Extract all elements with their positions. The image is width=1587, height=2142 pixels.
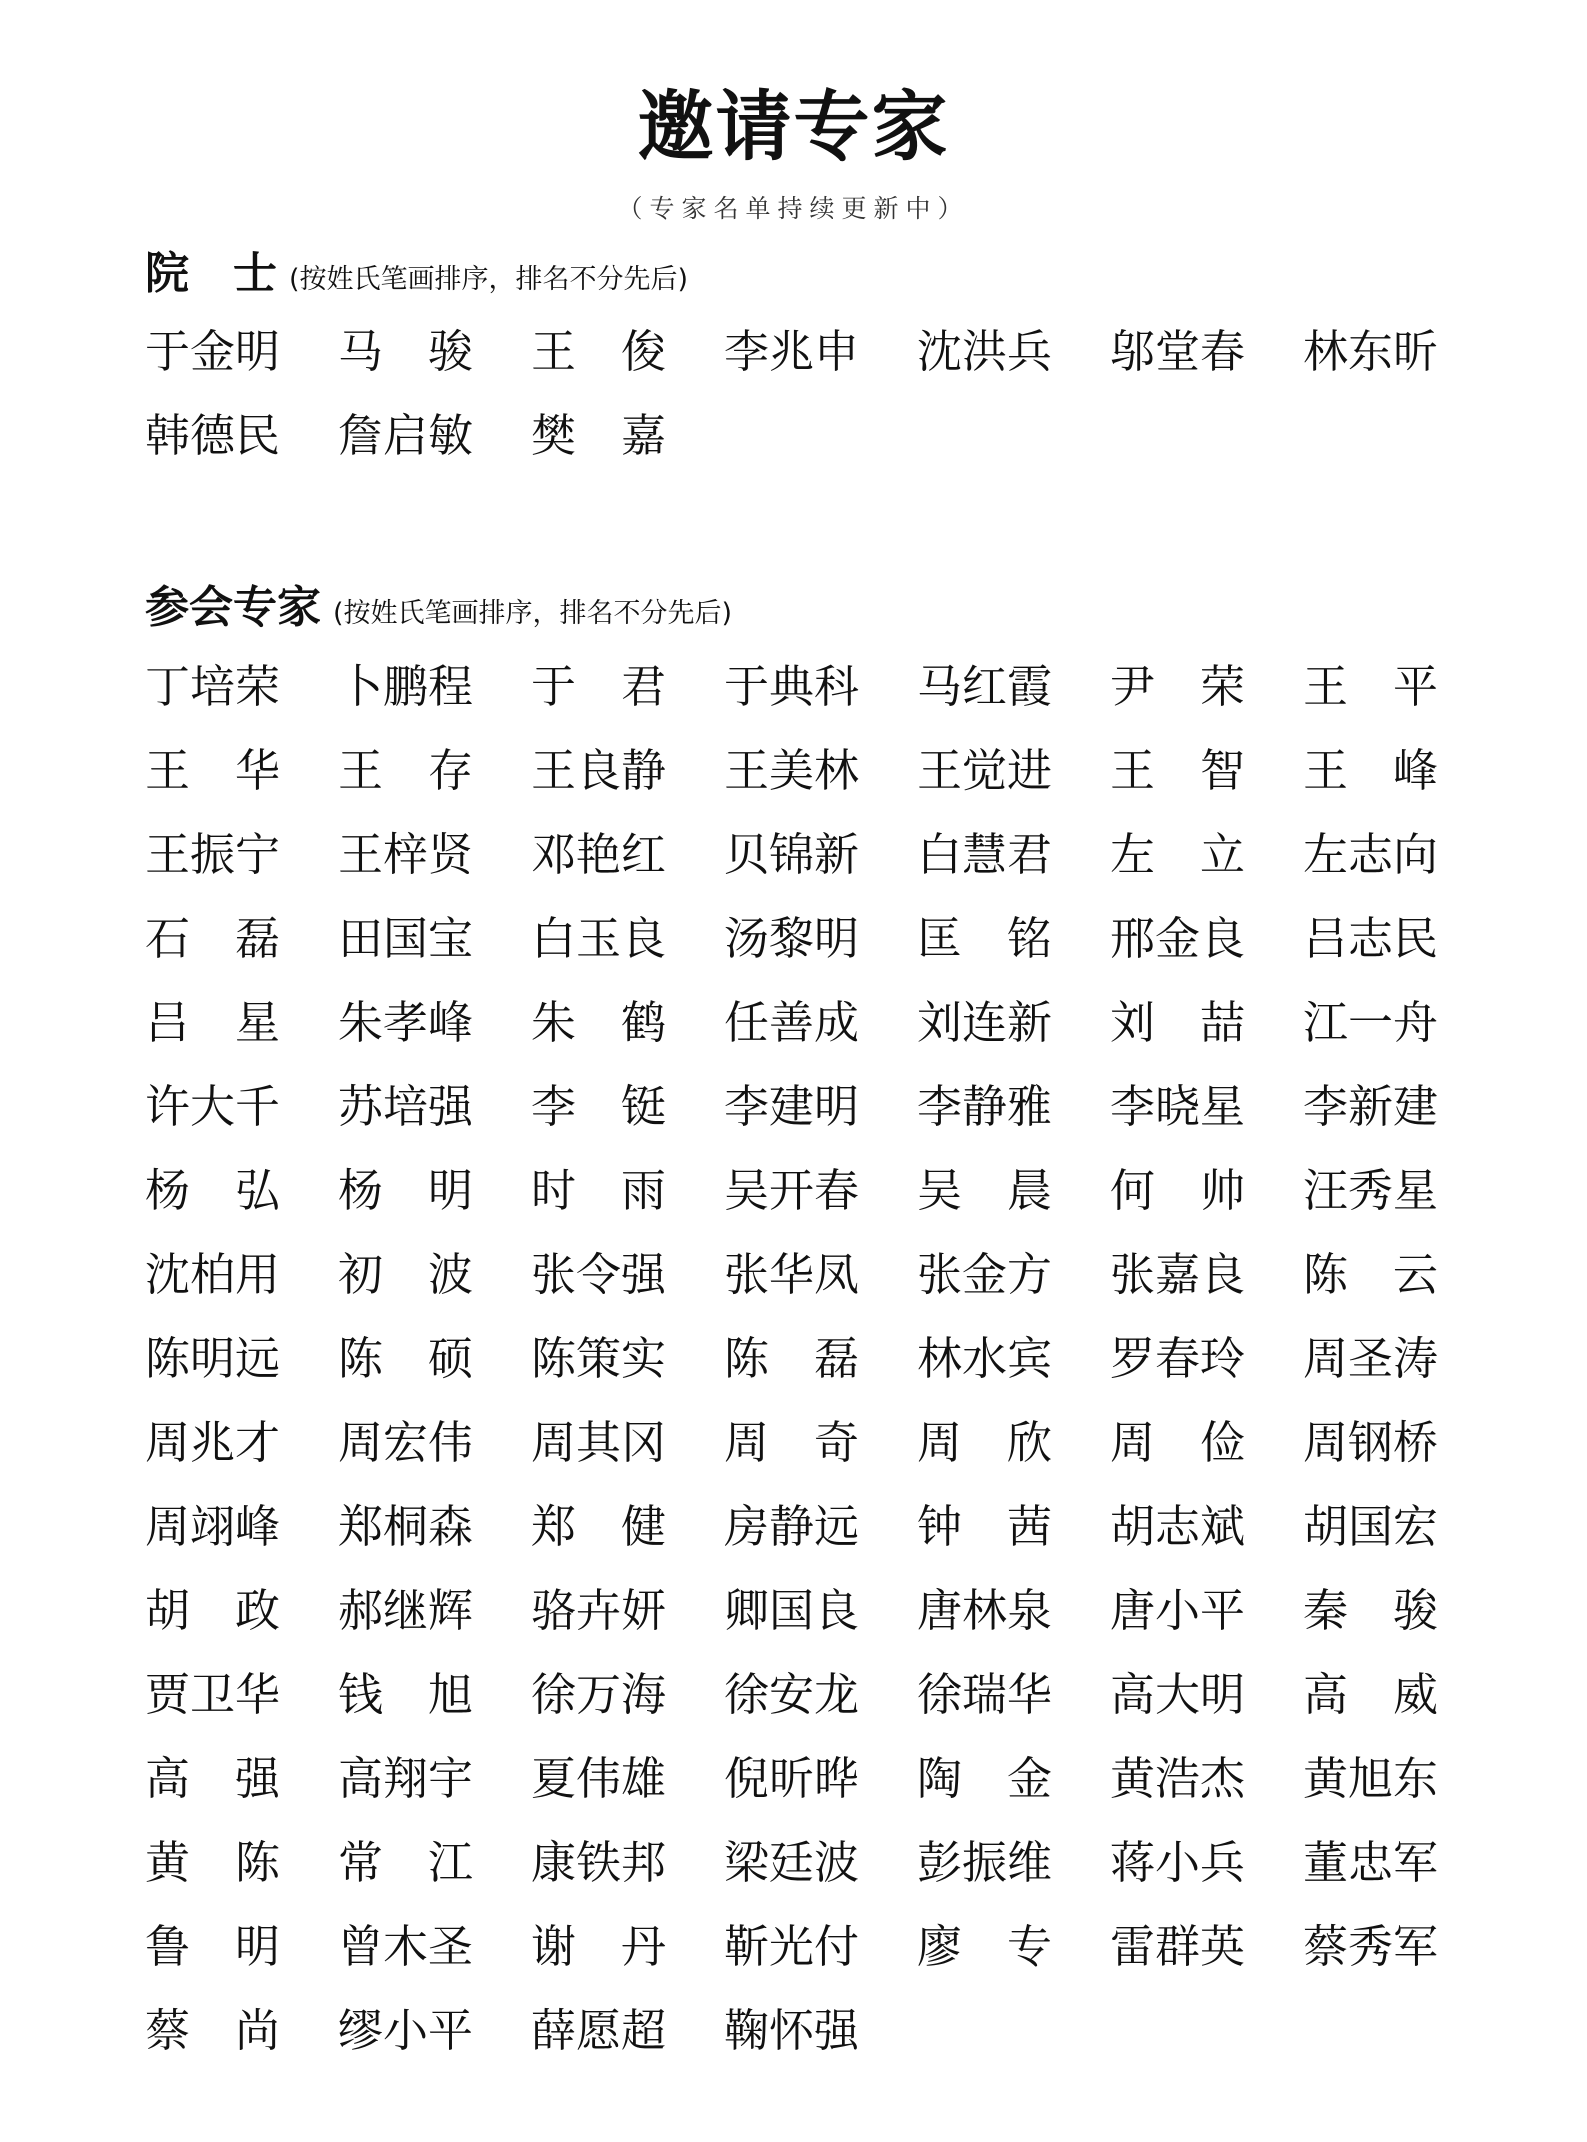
academician-row <box>145 320 1465 404</box>
expert-name: 郑 健 <box>531 1500 667 1553</box>
expert-name: 黄浩杰 <box>1110 1752 1246 1805</box>
expert-name: 吴 晨 <box>917 1164 1053 1217</box>
academician-name: 沈洪兵 <box>917 325 1053 378</box>
expert-name: 薛愿超 <box>531 2004 667 2057</box>
page-subtitle: （专家名单持续更新中） <box>617 194 970 223</box>
expert-name: 张金方 <box>917 1248 1053 1301</box>
expert-row <box>145 823 1465 907</box>
expert-name: 高 强 <box>145 1752 281 1805</box>
expert-name: 房静远 <box>724 1500 860 1553</box>
expert-name: 黄 陈 <box>145 1836 281 1889</box>
expert-name: 王美林 <box>724 744 860 797</box>
expert-name: 蔡秀军 <box>1303 1920 1439 1973</box>
expert-name: 田国宝 <box>338 912 474 965</box>
expert-row <box>145 1579 1465 1663</box>
expert-name: 罗春玲 <box>1110 1332 1246 1385</box>
expert-name: 王 存 <box>338 744 474 797</box>
expert-name: 王 峰 <box>1303 744 1439 797</box>
expert-name: 王 智 <box>1110 744 1246 797</box>
expert-row <box>145 1915 1465 1999</box>
expert-name: 李 铤 <box>531 1080 667 1133</box>
expert-name: 唐小平 <box>1110 1584 1246 1637</box>
academicians-note: (按姓氏笔画排序，排名不分先后) <box>289 264 689 295</box>
expert-name: 贾卫华 <box>145 1668 281 1721</box>
expert-name: 何 帅 <box>1110 1164 1246 1217</box>
expert-row <box>145 991 1465 1075</box>
experts-name-grid <box>145 655 1465 2083</box>
expert-name: 蔡 尚 <box>145 2004 281 2057</box>
expert-name: 周圣涛 <box>1303 1332 1439 1385</box>
expert-name: 白慧君 <box>917 828 1053 881</box>
expert-name: 高 威 <box>1303 1668 1439 1721</box>
expert-name: 曾木圣 <box>338 1920 474 1973</box>
expert-name: 杨 明 <box>338 1164 474 1217</box>
expert-row <box>145 1831 1465 1915</box>
expert-name: 刘 喆 <box>1110 996 1246 1049</box>
expert-name: 丁培荣 <box>145 660 281 713</box>
expert-name: 徐瑞华 <box>917 1668 1053 1721</box>
expert-name: 陈明远 <box>145 1332 281 1385</box>
expert-name: 朱孝峰 <box>338 996 474 1049</box>
expert-name: 陈 云 <box>1303 1248 1439 1301</box>
expert-row <box>145 1243 1465 1327</box>
expert-name: 骆卉妍 <box>531 1584 667 1637</box>
expert-name: 夏伟雄 <box>531 1752 667 1805</box>
expert-name: 吴开春 <box>724 1164 860 1217</box>
expert-name: 左 立 <box>1110 828 1246 881</box>
expert-name: 汤黎明 <box>724 912 860 965</box>
expert-name: 林水宾 <box>917 1332 1053 1385</box>
expert-name: 邢金良 <box>1110 912 1246 965</box>
expert-name: 周 欣 <box>917 1416 1053 1469</box>
expert-name: 雷群英 <box>1110 1920 1246 1973</box>
academician-name: 于金明 <box>145 325 281 378</box>
expert-row <box>145 1075 1465 1159</box>
expert-name: 时 雨 <box>531 1164 667 1217</box>
expert-name: 邓艳红 <box>531 828 667 881</box>
expert-name: 周 奇 <box>724 1416 860 1469</box>
expert-name: 钱 旭 <box>338 1668 474 1721</box>
expert-name: 李静雅 <box>917 1080 1053 1133</box>
expert-name: 许大千 <box>145 1080 281 1133</box>
expert-name: 缪小平 <box>338 2004 474 2057</box>
expert-name: 蒋小兵 <box>1110 1836 1246 1889</box>
expert-row <box>145 907 1465 991</box>
expert-name: 卿国良 <box>724 1584 860 1637</box>
expert-name: 徐安龙 <box>724 1668 860 1721</box>
expert-name: 胡 政 <box>145 1584 281 1637</box>
expert-name: 周钢桥 <box>1303 1416 1439 1469</box>
expert-name: 王 华 <box>145 744 281 797</box>
page-title: 邀请专家 <box>637 82 950 171</box>
expert-name: 刘连新 <box>917 996 1053 1049</box>
expert-name: 董忠军 <box>1303 1836 1439 1889</box>
expert-row <box>145 1747 1465 1831</box>
expert-name: 郑桐森 <box>338 1500 474 1553</box>
expert-name: 王良静 <box>531 744 667 797</box>
expert-name: 王振宁 <box>145 828 281 881</box>
expert-row <box>145 739 1465 823</box>
expert-name: 陈 硕 <box>338 1332 474 1385</box>
academician-name: 王 俊 <box>531 325 667 378</box>
academician-name: 樊 嘉 <box>531 409 667 462</box>
expert-name: 贝锦新 <box>724 828 860 881</box>
expert-name: 任善成 <box>724 996 860 1049</box>
academician-row <box>145 404 1465 488</box>
expert-name: 马红霞 <box>917 660 1053 713</box>
expert-row <box>145 1495 1465 1579</box>
expert-name: 廖 专 <box>917 1920 1053 1973</box>
expert-name: 周 俭 <box>1110 1416 1246 1469</box>
expert-row <box>145 1663 1465 1747</box>
expert-name: 高翔宇 <box>338 1752 474 1805</box>
expert-name: 周翊峰 <box>145 1500 281 1553</box>
expert-name: 钟 茜 <box>917 1500 1053 1553</box>
expert-name: 张嘉良 <box>1110 1248 1246 1301</box>
expert-name: 周其冈 <box>531 1416 667 1469</box>
academicians-section-header <box>145 248 688 300</box>
expert-name: 陶 金 <box>917 1752 1053 1805</box>
experts-section-header <box>145 582 732 634</box>
expert-name: 胡志斌 <box>1110 1500 1246 1553</box>
expert-name: 卜鹏程 <box>338 660 474 713</box>
expert-name: 于 君 <box>531 660 667 713</box>
expert-row <box>145 1999 1465 2083</box>
expert-name: 周宏伟 <box>338 1416 474 1469</box>
academician-name: 林东昕 <box>1303 325 1439 378</box>
expert-name: 胡国宏 <box>1303 1500 1439 1553</box>
academician-name: 马 骏 <box>338 325 474 378</box>
expert-name: 尹 荣 <box>1110 660 1246 713</box>
expert-row <box>145 655 1465 739</box>
academician-name: 邬堂春 <box>1110 325 1246 378</box>
expert-row <box>145 1411 1465 1495</box>
expert-name: 王梓贤 <box>338 828 474 881</box>
academician-name: 詹启敏 <box>338 409 474 462</box>
expert-name: 秦 骏 <box>1303 1584 1439 1637</box>
expert-name: 陈 磊 <box>724 1332 860 1385</box>
expert-name: 周兆才 <box>145 1416 281 1469</box>
expert-name: 石 磊 <box>145 912 281 965</box>
expert-name: 王觉进 <box>917 744 1053 797</box>
expert-name: 谢 丹 <box>531 1920 667 1973</box>
expert-row <box>145 1327 1465 1411</box>
expert-name: 吕志民 <box>1303 912 1439 965</box>
expert-name: 徐万海 <box>531 1668 667 1721</box>
academician-name: 李兆申 <box>724 325 860 378</box>
expert-name: 陈策实 <box>531 1332 667 1385</box>
expert-name: 鞠怀强 <box>724 2004 860 2057</box>
expert-name: 汪秀星 <box>1303 1164 1439 1217</box>
expert-name: 彭振维 <box>917 1836 1053 1889</box>
expert-name: 鲁 明 <box>145 1920 281 1973</box>
expert-name: 张令强 <box>531 1248 667 1301</box>
expert-name: 李建明 <box>724 1080 860 1133</box>
expert-name: 白玉良 <box>531 912 667 965</box>
expert-name: 李新建 <box>1303 1080 1439 1133</box>
expert-name: 黄旭东 <box>1303 1752 1439 1805</box>
expert-name: 左志向 <box>1303 828 1439 881</box>
expert-name: 唐林泉 <box>917 1584 1053 1637</box>
expert-name: 朱 鹤 <box>531 996 667 1049</box>
academician-name: 韩德民 <box>145 409 281 462</box>
expert-name: 杨 弘 <box>145 1164 281 1217</box>
expert-name: 于典科 <box>724 660 860 713</box>
expert-name: 苏培强 <box>338 1080 474 1133</box>
experts-heading: 参会专家 <box>145 582 321 633</box>
academicians-name-grid <box>145 320 1465 488</box>
academicians-heading: 院 士 <box>145 248 277 299</box>
expert-name: 初 波 <box>338 1248 474 1301</box>
expert-name: 张华凤 <box>724 1248 860 1301</box>
expert-row <box>145 1159 1465 1243</box>
expert-name: 李晓星 <box>1110 1080 1246 1133</box>
expert-name: 常 江 <box>338 1836 474 1889</box>
expert-name: 靳光付 <box>724 1920 860 1973</box>
expert-name: 沈柏用 <box>145 1248 281 1301</box>
expert-name: 匡 铭 <box>917 912 1053 965</box>
expert-name: 王 平 <box>1303 660 1439 713</box>
expert-name: 梁廷波 <box>724 1836 860 1889</box>
expert-name: 吕 星 <box>145 996 281 1049</box>
experts-note: (按姓氏笔画排序，排名不分先后) <box>333 598 733 629</box>
expert-name: 倪昕晔 <box>724 1752 860 1805</box>
expert-name: 郝继辉 <box>338 1584 474 1637</box>
expert-name: 高大明 <box>1110 1668 1246 1721</box>
expert-name: 江一舟 <box>1303 996 1439 1049</box>
expert-name: 康铁邦 <box>531 1836 667 1889</box>
